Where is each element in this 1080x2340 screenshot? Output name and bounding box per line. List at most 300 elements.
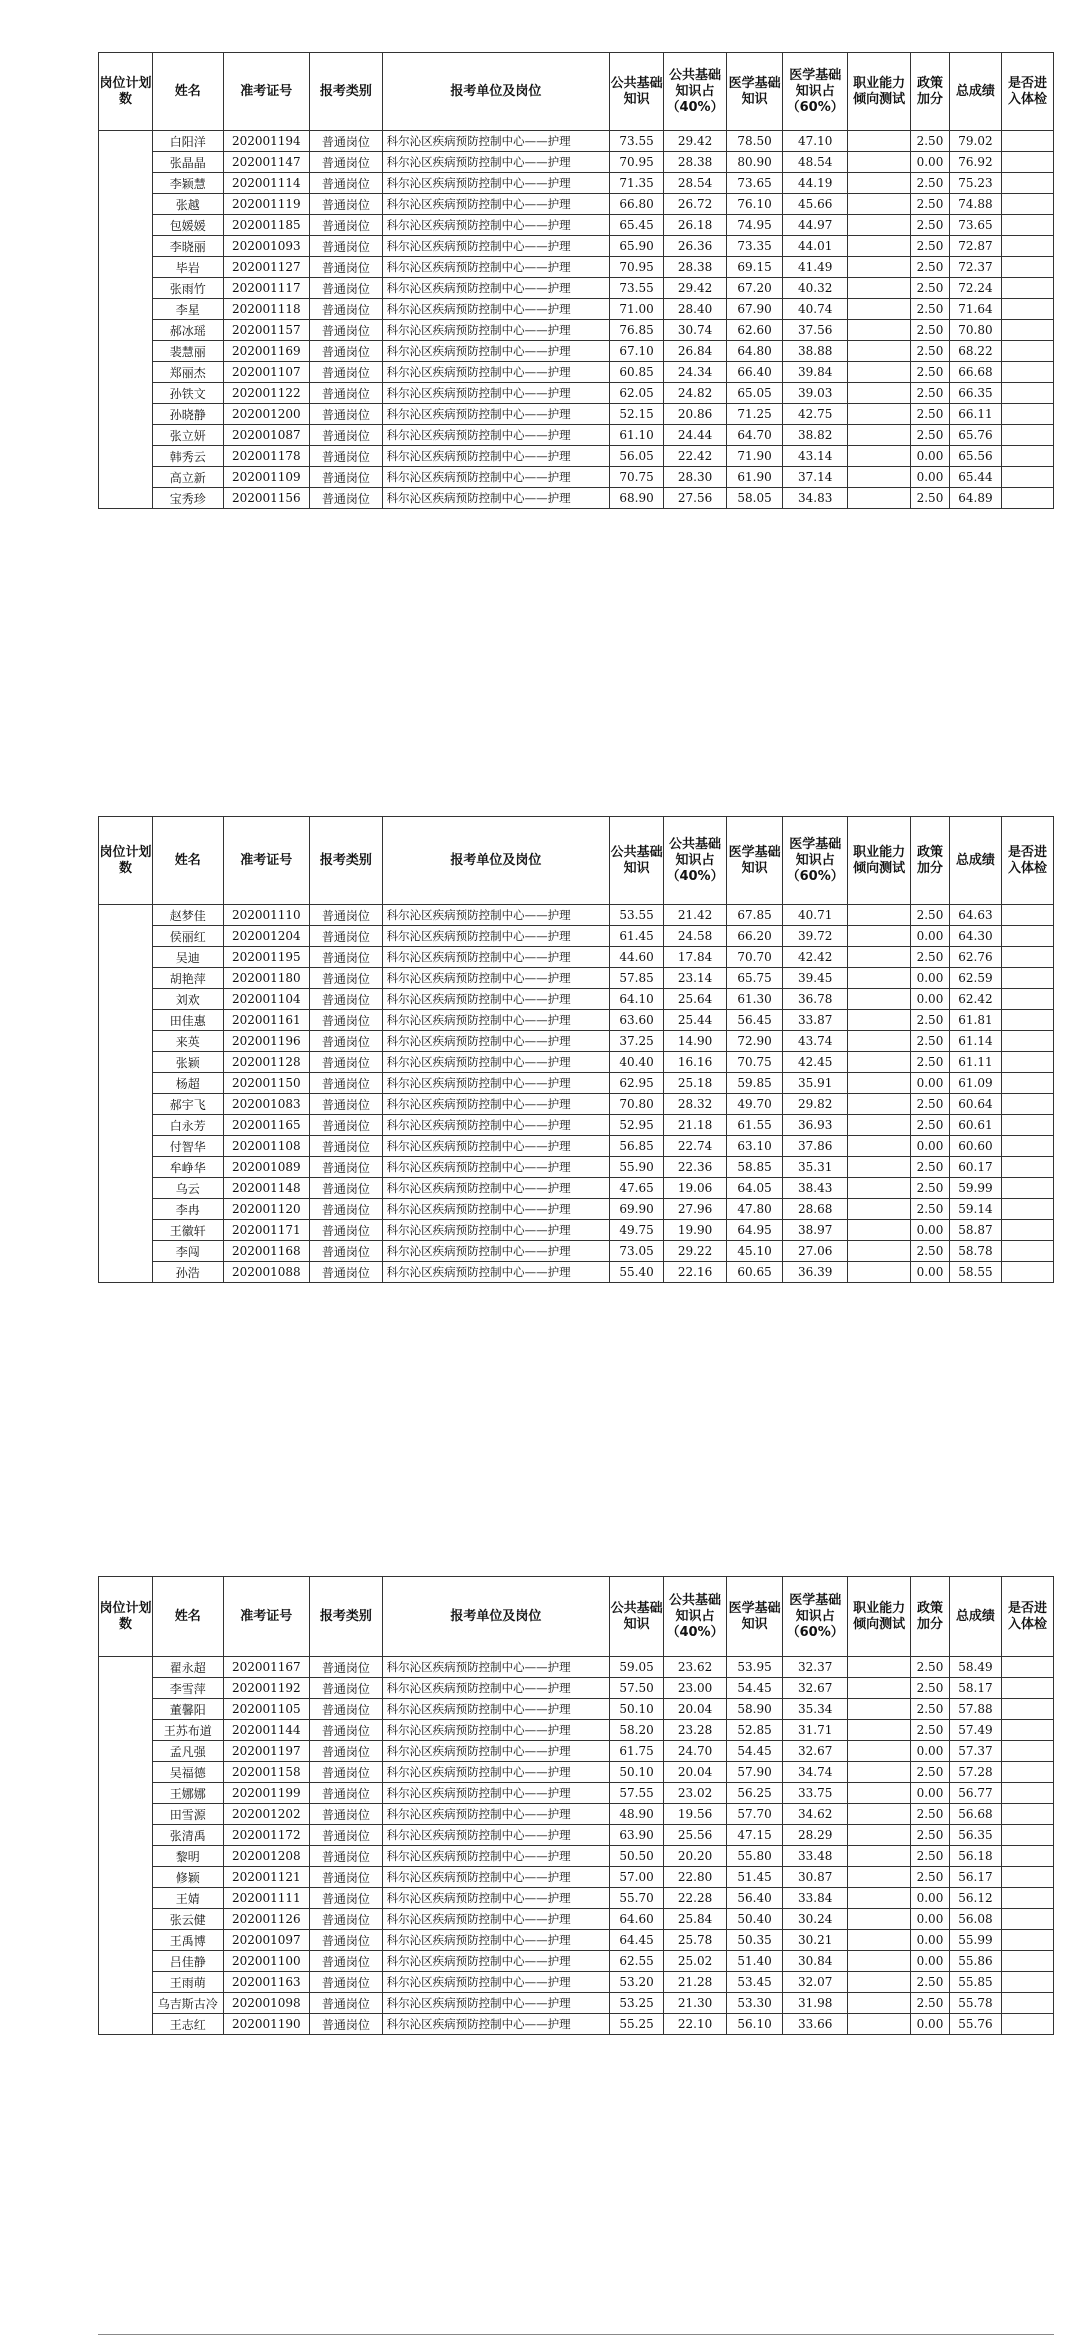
aptitude-cell <box>848 194 911 215</box>
public-score-cell: 57.85 <box>610 968 664 989</box>
bonus-cell: 2.50 <box>910 1241 949 1262</box>
total-cell: 58.49 <box>949 1657 1001 1678</box>
unit-cell: 科尔沁区疾病预防控制中心——护理 <box>382 1657 609 1678</box>
bonus-cell: 2.50 <box>910 320 949 341</box>
bonus-cell: 2.50 <box>910 947 949 968</box>
public-score-cell: 61.45 <box>610 926 664 947</box>
table-row <box>99 173 1054 194</box>
table-row <box>99 1825 1054 1846</box>
aptitude-cell <box>848 1909 911 1930</box>
public-40-cell: 20.86 <box>664 404 727 425</box>
exam-id-cell: 202001200 <box>223 404 310 425</box>
total-cell: 57.37 <box>949 1741 1001 1762</box>
total-cell: 60.60 <box>949 1136 1001 1157</box>
public-40-cell: 24.70 <box>664 1741 727 1762</box>
public-score-cell: 64.10 <box>610 989 664 1010</box>
table-row <box>99 1846 1054 1867</box>
medical-60-cell: 34.74 <box>783 1762 848 1783</box>
unit-cell: 科尔沁区疾病预防控制中心——护理 <box>382 467 609 488</box>
exam-id-cell: 202001088 <box>223 1262 310 1283</box>
category-cell: 普通岗位 <box>310 1909 383 1930</box>
table-row <box>99 131 1054 152</box>
medical-score-cell: 47.15 <box>726 1825 782 1846</box>
total-cell: 59.99 <box>949 1178 1001 1199</box>
table-row <box>99 1909 1054 1930</box>
physical-exam-cell <box>1001 1657 1053 1678</box>
medical-60-cell: 39.03 <box>783 383 848 404</box>
public-40-cell: 22.16 <box>664 1262 727 1283</box>
aptitude-cell <box>848 989 911 1010</box>
medical-score-cell: 57.90 <box>726 1762 782 1783</box>
unit-cell: 科尔沁区疾病预防控制中心——护理 <box>382 926 609 947</box>
medical-60-cell: 30.21 <box>783 1930 848 1951</box>
medical-score-cell: 71.90 <box>726 446 782 467</box>
physical-exam-cell <box>1001 1031 1053 1052</box>
name-cell: 张清禹 <box>153 1825 223 1846</box>
table-row <box>99 1220 1054 1241</box>
physical-exam-cell <box>1001 1094 1053 1115</box>
public-score-cell: 73.05 <box>610 1241 664 1262</box>
category-cell: 普通岗位 <box>310 131 383 152</box>
medical-score-cell: 73.65 <box>726 173 782 194</box>
medical-60-cell: 45.66 <box>783 194 848 215</box>
unit-cell: 科尔沁区疾病预防控制中心——护理 <box>382 446 609 467</box>
unit-cell: 科尔沁区疾病预防控制中心——护理 <box>382 1262 609 1283</box>
exam-id-cell: 202001126 <box>223 1909 310 1930</box>
category-cell: 普通岗位 <box>310 1867 383 1888</box>
category-cell: 普通岗位 <box>310 446 383 467</box>
total-cell: 60.64 <box>949 1094 1001 1115</box>
aptitude-cell <box>848 299 911 320</box>
table-row <box>99 1888 1054 1909</box>
public-score-cell: 59.05 <box>610 1657 664 1678</box>
header-category: 报考类别 <box>310 53 383 131</box>
physical-exam-cell <box>1001 1262 1053 1283</box>
public-score-cell: 50.10 <box>610 1762 664 1783</box>
category-cell: 普通岗位 <box>310 1031 383 1052</box>
bonus-cell: 2.50 <box>910 1762 949 1783</box>
name-cell: 包媛媛 <box>153 215 223 236</box>
unit-cell: 科尔沁区疾病预防控制中心——护理 <box>382 1010 609 1031</box>
bonus-cell: 0.00 <box>910 446 949 467</box>
category-cell: 普通岗位 <box>310 320 383 341</box>
aptitude-cell <box>848 257 911 278</box>
aptitude-cell <box>848 1930 911 1951</box>
category-cell: 普通岗位 <box>310 968 383 989</box>
header-physical-exam: 是否进入体检 <box>1001 1577 1053 1657</box>
public-score-cell: 57.50 <box>610 1678 664 1699</box>
table-row <box>99 1199 1054 1220</box>
medical-score-cell: 64.80 <box>726 341 782 362</box>
physical-exam-cell <box>1001 194 1053 215</box>
exam-id-cell: 202001202 <box>223 1804 310 1825</box>
table-row <box>99 1720 1054 1741</box>
exam-id-cell: 202001083 <box>223 1094 310 1115</box>
table-row <box>99 989 1054 1010</box>
public-40-cell: 24.82 <box>664 383 727 404</box>
medical-60-cell: 30.87 <box>783 1867 848 1888</box>
medical-60-cell: 42.42 <box>783 947 848 968</box>
medical-score-cell: 54.45 <box>726 1741 782 1762</box>
category-cell: 普通岗位 <box>310 989 383 1010</box>
public-score-cell: 65.45 <box>610 215 664 236</box>
aptitude-cell <box>848 362 911 383</box>
physical-exam-cell <box>1001 1720 1053 1741</box>
category-cell: 普通岗位 <box>310 1741 383 1762</box>
medical-score-cell: 50.40 <box>726 1909 782 1930</box>
public-40-cell: 16.16 <box>664 1052 727 1073</box>
table-row <box>99 2014 1054 2035</box>
name-cell: 吴迪 <box>153 947 223 968</box>
public-40-cell: 17.84 <box>664 947 727 968</box>
aptitude-cell <box>848 1741 911 1762</box>
category-cell: 普通岗位 <box>310 1199 383 1220</box>
category-cell: 普通岗位 <box>310 1720 383 1741</box>
category-cell: 普通岗位 <box>310 1972 383 1993</box>
medical-60-cell: 29.82 <box>783 1094 848 1115</box>
unit-cell: 科尔沁区疾病预防控制中心——护理 <box>382 1157 609 1178</box>
public-40-cell: 21.18 <box>664 1115 727 1136</box>
bonus-cell: 2.50 <box>910 1031 949 1052</box>
category-cell: 普通岗位 <box>310 1241 383 1262</box>
medical-60-cell: 40.32 <box>783 278 848 299</box>
name-cell: 张越 <box>153 194 223 215</box>
bonus-cell: 2.50 <box>910 278 949 299</box>
table-row <box>99 1762 1054 1783</box>
physical-exam-cell <box>1001 1199 1053 1220</box>
table-row <box>99 947 1054 968</box>
medical-60-cell: 47.10 <box>783 131 848 152</box>
unit-cell: 科尔沁区疾病预防控制中心——护理 <box>382 425 609 446</box>
medical-60-cell: 38.43 <box>783 1178 848 1199</box>
medical-score-cell: 65.75 <box>726 968 782 989</box>
medical-score-cell: 72.90 <box>726 1031 782 1052</box>
public-score-cell: 44.60 <box>610 947 664 968</box>
category-cell: 普通岗位 <box>310 1052 383 1073</box>
header-name: 姓名 <box>153 817 223 905</box>
total-cell: 60.17 <box>949 1157 1001 1178</box>
public-score-cell: 62.05 <box>610 383 664 404</box>
public-score-cell: 68.90 <box>610 488 664 509</box>
public-40-cell: 23.62 <box>664 1657 727 1678</box>
name-cell: 李闯 <box>153 1241 223 1262</box>
name-cell: 张颖 <box>153 1052 223 1073</box>
name-cell: 修颖 <box>153 1867 223 1888</box>
table-row <box>99 425 1054 446</box>
name-cell: 张雨竹 <box>153 278 223 299</box>
aptitude-cell <box>848 1804 911 1825</box>
bonus-cell: 2.50 <box>910 1846 949 1867</box>
medical-score-cell: 61.90 <box>726 467 782 488</box>
public-40-cell: 28.38 <box>664 257 727 278</box>
exam-id-cell: 202001204 <box>223 926 310 947</box>
unit-cell: 科尔沁区疾病预防控制中心——护理 <box>382 968 609 989</box>
name-cell: 郝冰瑶 <box>153 320 223 341</box>
exam-id-cell: 202001194 <box>223 131 310 152</box>
category-cell: 普通岗位 <box>310 1846 383 1867</box>
exam-id-cell: 202001128 <box>223 1052 310 1073</box>
public-score-cell: 73.55 <box>610 278 664 299</box>
exam-id-cell: 202001104 <box>223 989 310 1010</box>
medical-score-cell: 62.60 <box>726 320 782 341</box>
name-cell: 张云健 <box>153 1909 223 1930</box>
public-40-cell: 20.04 <box>664 1762 727 1783</box>
bonus-cell: 2.50 <box>910 1157 949 1178</box>
total-cell: 58.87 <box>949 1220 1001 1241</box>
aptitude-cell <box>848 1720 911 1741</box>
total-cell: 55.86 <box>949 1951 1001 1972</box>
unit-cell: 科尔沁区疾病预防控制中心——护理 <box>382 215 609 236</box>
table-row <box>99 1010 1054 1031</box>
unit-cell: 科尔沁区疾病预防控制中心——护理 <box>382 1993 609 2014</box>
name-cell: 王婧 <box>153 1888 223 1909</box>
medical-60-cell: 41.49 <box>783 257 848 278</box>
medical-60-cell: 36.93 <box>783 1115 848 1136</box>
bonus-cell: 0.00 <box>910 968 949 989</box>
aptitude-cell <box>848 131 911 152</box>
total-cell: 55.78 <box>949 1993 1001 2014</box>
medical-score-cell: 73.35 <box>726 236 782 257</box>
public-40-cell: 26.72 <box>664 194 727 215</box>
category-cell: 普通岗位 <box>310 1804 383 1825</box>
unit-cell: 科尔沁区疾病预防控制中心——护理 <box>382 320 609 341</box>
total-cell: 64.30 <box>949 926 1001 947</box>
header-medical-basic-60: 医学基础知识占（60%） <box>783 817 848 905</box>
exam-id-cell: 202001109 <box>223 467 310 488</box>
medical-60-cell: 42.45 <box>783 1052 848 1073</box>
medical-score-cell: 58.05 <box>726 488 782 509</box>
bonus-cell: 2.50 <box>910 1094 949 1115</box>
physical-exam-cell <box>1001 1241 1053 1262</box>
header-medical-basic: 医学基础知识 <box>726 817 782 905</box>
bonus-cell: 2.50 <box>910 1720 949 1741</box>
aptitude-cell <box>848 1951 911 1972</box>
aptitude-cell <box>848 1678 911 1699</box>
public-40-cell: 23.02 <box>664 1783 727 1804</box>
score-table-3 <box>98 1576 1054 2035</box>
unit-cell: 科尔沁区疾病预防控制中心——护理 <box>382 383 609 404</box>
public-40-cell: 24.34 <box>664 362 727 383</box>
medical-60-cell: 37.56 <box>783 320 848 341</box>
bonus-cell: 2.50 <box>910 257 949 278</box>
unit-cell: 科尔沁区疾病预防控制中心——护理 <box>382 947 609 968</box>
category-cell: 普通岗位 <box>310 926 383 947</box>
total-cell: 65.76 <box>949 425 1001 446</box>
medical-score-cell: 69.15 <box>726 257 782 278</box>
total-cell: 61.11 <box>949 1052 1001 1073</box>
aptitude-cell <box>848 1220 911 1241</box>
physical-exam-cell <box>1001 1052 1053 1073</box>
total-cell: 58.78 <box>949 1241 1001 1262</box>
medical-score-cell: 59.85 <box>726 1073 782 1094</box>
physical-exam-cell <box>1001 488 1053 509</box>
name-cell: 吴福德 <box>153 1762 223 1783</box>
table-row <box>99 152 1054 173</box>
medical-score-cell: 49.70 <box>726 1094 782 1115</box>
medical-score-cell: 61.55 <box>726 1115 782 1136</box>
medical-score-cell: 63.10 <box>726 1136 782 1157</box>
aptitude-cell <box>848 383 911 404</box>
unit-cell: 科尔沁区疾病预防控制中心——护理 <box>382 299 609 320</box>
public-score-cell: 66.80 <box>610 194 664 215</box>
physical-exam-cell <box>1001 467 1053 488</box>
medical-score-cell: 50.35 <box>726 1930 782 1951</box>
name-cell: 王娜娜 <box>153 1783 223 1804</box>
table-row <box>99 467 1054 488</box>
public-score-cell: 53.25 <box>610 1993 664 2014</box>
physical-exam-cell <box>1001 152 1053 173</box>
physical-exam-cell <box>1001 1867 1053 1888</box>
unit-cell: 科尔沁区疾病预防控制中心——护理 <box>382 1972 609 1993</box>
category-cell: 普通岗位 <box>310 383 383 404</box>
name-cell: 董馨阳 <box>153 1699 223 1720</box>
bonus-cell: 2.50 <box>910 173 949 194</box>
medical-60-cell: 33.48 <box>783 1846 848 1867</box>
aptitude-cell <box>848 1825 911 1846</box>
exam-id-cell: 202001208 <box>223 1846 310 1867</box>
medical-60-cell: 35.34 <box>783 1699 848 1720</box>
physical-exam-cell <box>1001 257 1053 278</box>
table-row <box>99 236 1054 257</box>
medical-60-cell: 35.91 <box>783 1073 848 1094</box>
medical-60-cell: 32.07 <box>783 1972 848 1993</box>
table-row <box>99 194 1054 215</box>
medical-score-cell: 45.10 <box>726 1241 782 1262</box>
medical-score-cell: 64.70 <box>726 425 782 446</box>
exam-id-cell: 202001197 <box>223 1741 310 1762</box>
medical-score-cell: 57.70 <box>726 1804 782 1825</box>
total-cell: 56.17 <box>949 1867 1001 1888</box>
physical-exam-cell <box>1001 1678 1053 1699</box>
public-score-cell: 57.00 <box>610 1867 664 1888</box>
public-score-cell: 49.75 <box>610 1220 664 1241</box>
public-score-cell: 53.55 <box>610 905 664 926</box>
unit-cell: 科尔沁区疾病预防控制中心——护理 <box>382 1220 609 1241</box>
exam-id-cell: 202001119 <box>223 194 310 215</box>
unit-cell: 科尔沁区疾病预防控制中心——护理 <box>382 1825 609 1846</box>
name-cell: 孙铁文 <box>153 383 223 404</box>
total-cell: 66.35 <box>949 383 1001 404</box>
category-cell: 普通岗位 <box>310 362 383 383</box>
category-cell: 普通岗位 <box>310 1220 383 1241</box>
name-cell: 毕岩 <box>153 257 223 278</box>
public-40-cell: 26.18 <box>664 215 727 236</box>
category-cell: 普通岗位 <box>310 1094 383 1115</box>
name-cell: 韩秀云 <box>153 446 223 467</box>
bonus-cell: 2.50 <box>910 299 949 320</box>
medical-60-cell: 33.84 <box>783 1888 848 1909</box>
unit-cell: 科尔沁区疾病预防控制中心——护理 <box>382 362 609 383</box>
public-40-cell: 28.38 <box>664 152 727 173</box>
physical-exam-cell <box>1001 2014 1053 2035</box>
medical-score-cell: 66.20 <box>726 926 782 947</box>
name-cell: 王徽轩 <box>153 1220 223 1241</box>
public-40-cell: 23.28 <box>664 1720 727 1741</box>
table-row <box>99 341 1054 362</box>
aptitude-cell <box>848 1262 911 1283</box>
total-cell: 70.80 <box>949 320 1001 341</box>
medical-60-cell: 32.67 <box>783 1678 848 1699</box>
aptitude-cell <box>848 1783 911 1804</box>
name-cell: 李颖慧 <box>153 173 223 194</box>
table-row <box>99 1783 1054 1804</box>
aptitude-cell <box>848 1993 911 2014</box>
aptitude-cell <box>848 446 911 467</box>
aptitude-cell <box>848 1031 911 1052</box>
table-row <box>99 362 1054 383</box>
public-40-cell: 21.42 <box>664 905 727 926</box>
medical-60-cell: 30.24 <box>783 1909 848 1930</box>
aptitude-cell <box>848 1010 911 1031</box>
exam-id-cell: 202001110 <box>223 905 310 926</box>
name-cell: 孙浩 <box>153 1262 223 1283</box>
medical-60-cell: 31.98 <box>783 1993 848 2014</box>
medical-score-cell: 74.95 <box>726 215 782 236</box>
total-cell: 60.61 <box>949 1115 1001 1136</box>
header-public-basic-40: 公共基础知识占（40%） <box>664 53 727 131</box>
medical-60-cell: 31.71 <box>783 1720 848 1741</box>
category-cell: 普通岗位 <box>310 299 383 320</box>
unit-cell: 科尔沁区疾病预防控制中心——护理 <box>382 1678 609 1699</box>
table-row <box>99 1657 1054 1678</box>
total-cell: 56.08 <box>949 1909 1001 1930</box>
exam-id-cell: 202001167 <box>223 1657 310 1678</box>
medical-60-cell: 32.37 <box>783 1657 848 1678</box>
name-cell: 乌云 <box>153 1178 223 1199</box>
category-cell: 普通岗位 <box>310 278 383 299</box>
unit-cell: 科尔沁区疾病预防控制中心——护理 <box>382 341 609 362</box>
medical-score-cell: 47.80 <box>726 1199 782 1220</box>
aptitude-cell <box>848 1888 911 1909</box>
medical-score-cell: 56.45 <box>726 1010 782 1031</box>
public-40-cell: 28.32 <box>664 1094 727 1115</box>
header-total-score: 总成绩 <box>949 817 1001 905</box>
name-cell: 赵梦佳 <box>153 905 223 926</box>
total-cell: 59.14 <box>949 1199 1001 1220</box>
public-40-cell: 22.42 <box>664 446 727 467</box>
category-cell: 普通岗位 <box>310 425 383 446</box>
total-cell: 58.55 <box>949 1262 1001 1283</box>
plan-count-cell <box>99 1657 153 2035</box>
table-row <box>99 257 1054 278</box>
category-cell: 普通岗位 <box>310 947 383 968</box>
unit-cell: 科尔沁区疾病预防控制中心——护理 <box>382 1909 609 1930</box>
name-cell: 乌吉斯古冷 <box>153 1993 223 2014</box>
exam-id-cell: 202001148 <box>223 1178 310 1199</box>
public-40-cell: 26.84 <box>664 341 727 362</box>
bonus-cell: 2.50 <box>910 362 949 383</box>
bonus-cell: 2.50 <box>910 905 949 926</box>
category-cell: 普通岗位 <box>310 1157 383 1178</box>
table-row <box>99 404 1054 425</box>
public-40-cell: 27.96 <box>664 1199 727 1220</box>
public-score-cell: 62.95 <box>610 1073 664 1094</box>
aptitude-cell <box>848 215 911 236</box>
category-cell: 普通岗位 <box>310 1993 383 2014</box>
table-row <box>99 968 1054 989</box>
header-unit-post: 报考单位及岗位 <box>382 1577 609 1657</box>
public-score-cell: 70.80 <box>610 1094 664 1115</box>
exam-id-cell: 202001122 <box>223 383 310 404</box>
aptitude-cell <box>848 1657 911 1678</box>
total-cell: 66.11 <box>949 404 1001 425</box>
bonus-cell: 2.50 <box>910 1678 949 1699</box>
medical-60-cell: 40.74 <box>783 299 848 320</box>
bonus-cell: 2.50 <box>910 1867 949 1888</box>
name-cell: 郑丽杰 <box>153 362 223 383</box>
total-cell: 71.64 <box>949 299 1001 320</box>
unit-cell: 科尔沁区疾病预防控制中心——护理 <box>382 1888 609 1909</box>
